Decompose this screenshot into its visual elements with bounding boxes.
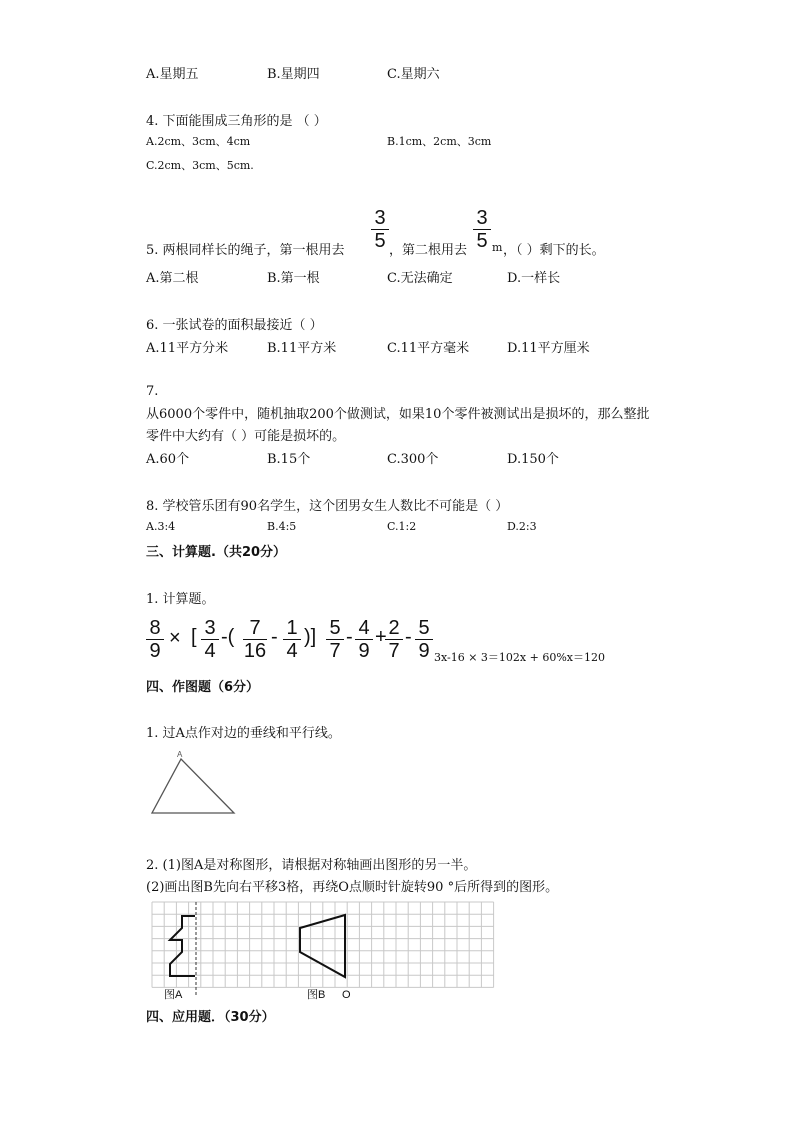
- fraction-8-9: [146, 618, 164, 661]
- fraction-numerator: 1: [286, 617, 298, 639]
- fraction-numerator: 4: [358, 617, 370, 639]
- q4-option-a: A.2cm、3cm、4cm: [146, 135, 251, 148]
- q8-option-a: A.3:4: [146, 520, 176, 533]
- q7-option-a: A.60个: [146, 452, 190, 467]
- section5-heading: 四、应用题．（30分）: [146, 1010, 275, 1025]
- q3-option-c: C.星期六: [387, 67, 440, 82]
- q7-option-b: B.15个: [267, 452, 311, 467]
- fraction-denominator: 5: [374, 230, 386, 252]
- q7-line2: 零件中大约有（ ）可能是损坏的。: [146, 429, 346, 444]
- q8-stem: 8. 学校管乐团有90名学生，这个团男女生人数比不可能是（ ）: [146, 499, 509, 514]
- q7-number: 7.: [146, 384, 159, 399]
- q8-option-c: C.1:2: [387, 520, 417, 533]
- q7-option-d: D.150个: [507, 452, 559, 467]
- section3-q1-stem: 1. 计算题。: [146, 592, 215, 607]
- section4-q2-line2: (2)画出图B先向右平移3格，再绕O点顺时针旋转90 °后所得到的图形。: [146, 880, 559, 895]
- minus-sign: -: [271, 626, 278, 648]
- fraction-denominator: 5: [476, 230, 488, 252]
- q6-option-a: A.11平方分米: [146, 341, 229, 356]
- fraction-2-7: [385, 618, 403, 661]
- grid-lines: [152, 902, 494, 987]
- section3-heading: 三、计算题.（共20分）: [146, 545, 287, 560]
- q5-fraction-1: [371, 208, 389, 251]
- q7-line1: 从6000个零件中，随机抽取200个做测试，如果10个零件被测试出是损坏的，那么整批: [146, 407, 650, 422]
- triangle-vertex-a-label: A: [177, 750, 183, 759]
- q5-option-c: C.无法确定: [387, 271, 453, 286]
- fraction-5-7: [326, 618, 344, 661]
- grid-figure: [150, 900, 495, 1000]
- q5-fraction-2: [473, 208, 491, 251]
- minus-paren: -(: [221, 626, 235, 648]
- q5-stem-part2: ，第二根用去: [389, 243, 468, 258]
- fraction-3-4: [201, 618, 219, 661]
- section4-q2-line1: 2. (1)图A是对称图形，请根据对称轴画出图形的另一半。: [146, 858, 477, 873]
- q5-unit: m: [492, 241, 503, 254]
- plus-sign: +: [375, 626, 387, 648]
- right-paren-bracket: )]: [304, 626, 317, 648]
- q7-option-c: C.300个: [387, 452, 439, 467]
- fraction-numerator: 3: [476, 207, 488, 229]
- figure-a-half: [170, 916, 195, 976]
- fraction-1-4: [283, 618, 301, 661]
- figure-a-label: 图A: [164, 989, 183, 1000]
- q5-option-a: A.第二根: [146, 271, 199, 286]
- fraction-numerator: 3: [374, 207, 386, 229]
- q5-option-b: B.第一根: [267, 271, 320, 286]
- q8-option-d: D.2:3: [507, 520, 537, 533]
- fraction-numerator: 3: [204, 617, 216, 639]
- q5-stem-part1: 5. 两根同样长的绳子，第一根用去: [146, 243, 345, 258]
- q4-stem: 4. 下面能围成三角形的是 （ ）: [146, 114, 327, 129]
- fraction-5-9: [415, 618, 433, 661]
- point-o-label: O: [342, 989, 351, 1000]
- fraction-7-16: [243, 618, 267, 661]
- q6-stem: 6. 一张试卷的面积最接近（ ）: [146, 318, 323, 333]
- left-bracket: [: [191, 626, 197, 648]
- fraction-denominator: 16: [243, 640, 267, 662]
- section4-heading: 四、作图题（6分）: [146, 680, 260, 695]
- fraction-numerator: 7: [249, 617, 261, 639]
- fraction-denominator: 4: [286, 640, 298, 662]
- q4-option-c: C.2cm、3cm、5cm.: [146, 159, 254, 172]
- fraction-denominator: 9: [149, 640, 161, 662]
- figure-b-label: 图B: [307, 989, 326, 1000]
- q6-option-d: D.11平方厘米: [507, 341, 590, 356]
- q4-option-b: B.1cm、2cm、3cm: [387, 135, 492, 148]
- q8-option-b: B.4:5: [267, 520, 297, 533]
- section4-q1-stem: 1. 过A点作对边的垂线和平行线。: [146, 726, 341, 741]
- equation-text: 3x-16 × 3＝102x + 60%x＝120: [434, 651, 605, 664]
- q6-option-b: B.11平方米: [267, 341, 337, 356]
- fraction-numerator: 2: [388, 617, 400, 639]
- fraction-denominator: 9: [418, 640, 430, 662]
- fraction-numerator: 5: [329, 617, 341, 639]
- times-sign: ×: [169, 627, 181, 649]
- fraction-numerator: 5: [418, 617, 430, 639]
- fraction-denominator: 4: [204, 640, 216, 662]
- fraction-4-9: [355, 618, 373, 661]
- q3-option-a: A.星期五: [146, 67, 199, 82]
- minus-sign: -: [405, 626, 412, 648]
- q5-option-d: D.一样长: [507, 271, 561, 286]
- fraction-numerator: 8: [149, 617, 161, 639]
- fraction-denominator: 7: [388, 640, 400, 662]
- q3-option-b: B.星期四: [267, 67, 320, 82]
- q5-stem-part3: ，（ ）剩下的长。: [503, 243, 605, 258]
- fraction-denominator: 7: [329, 640, 341, 662]
- triangle-figure: [146, 747, 246, 819]
- q6-option-c: C.11平方毫米: [387, 341, 470, 356]
- fraction-denominator: 9: [358, 640, 370, 662]
- minus-sign: -: [346, 626, 353, 648]
